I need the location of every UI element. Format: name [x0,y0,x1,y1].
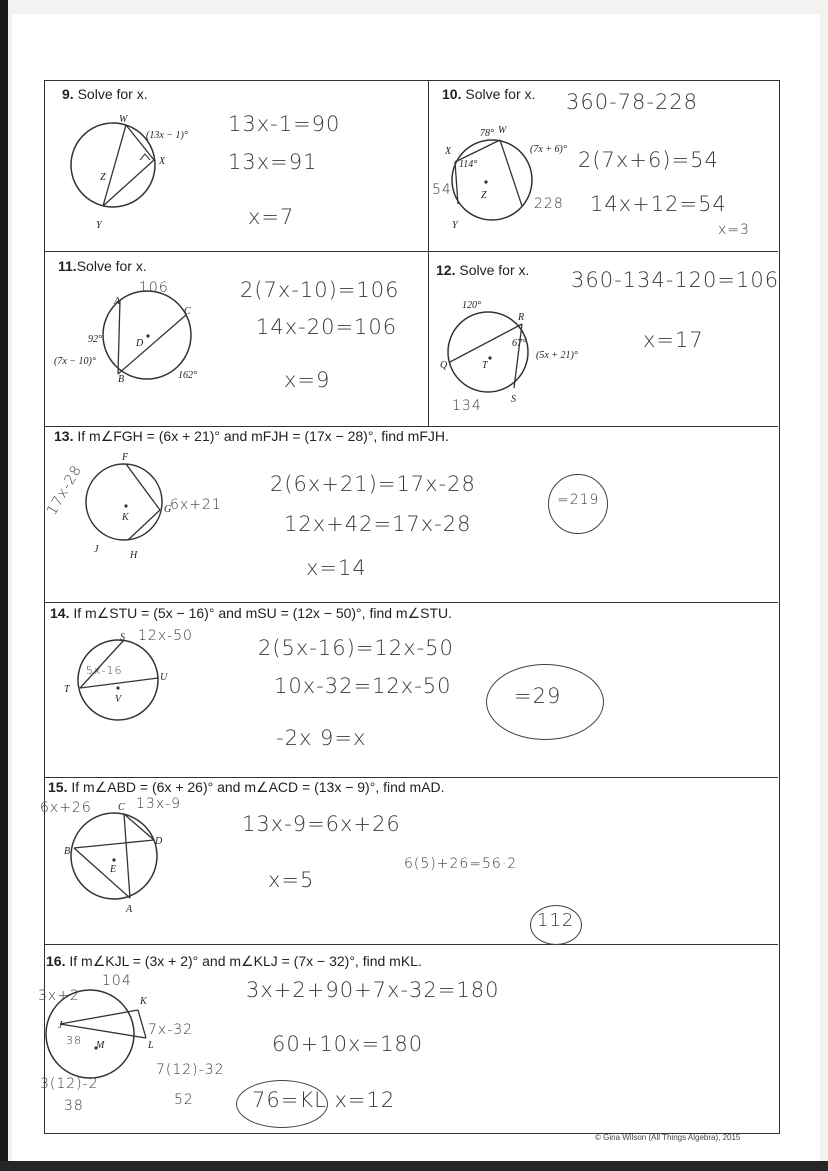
note-52: 52 [174,1092,194,1108]
note-106: 106 [139,280,169,296]
problem-number: 10. [442,86,462,102]
note-angle-expr: 5x-16 [86,664,123,677]
label-z: Z [100,172,106,183]
note-c-expr: 13x-9 [136,796,182,812]
problem-prompt: Solve for x. [459,262,530,278]
problem-number: 14. [50,605,70,621]
problem-prompt: If m∠FGH = (6x + 21)° and mFJH = (17x − 28)°, find mFJH. [77,428,449,444]
answer: 112 [537,910,575,931]
grid-divider-row-1 [44,251,778,252]
work-line-2: x=17 [643,328,704,352]
problem-number: 16. [46,953,66,969]
note-54: 54 [432,182,452,198]
label-f: F [122,452,129,463]
work-line-2: 2(7x+6)=54 [578,148,719,172]
label-b: B [118,374,125,385]
grid-divider-row-3 [44,602,778,603]
label-v: V [115,694,122,705]
circle-diagram [76,638,176,738]
work-line-3: x=9 [284,368,331,392]
work-line-3: 14x+12=54 [590,192,727,216]
problem-number: 9. [62,86,74,102]
work-line-2: 10x-32=12x-50 [274,674,452,698]
label-c: C [184,306,191,317]
work-line-3: -2x 9=x [276,726,367,750]
circle-diagram [446,310,546,410]
work-line-1: 2(7x-10)=106 [240,278,400,302]
grid-divider-row-2 [44,426,778,427]
problem-prompt: Solve for x. [465,86,536,102]
label-w: W [119,114,128,125]
note-134: 134 [452,398,482,414]
note-38: 38 [66,1034,82,1047]
scan-edge-bottom [0,1161,828,1171]
work-line-1: 13x-9=6x+26 [242,812,401,836]
scan-edge-left [0,0,8,1171]
label-d: D [136,338,144,349]
label-d: D [155,836,163,847]
problem-number: 13. [54,428,74,444]
label-e: E [110,864,117,875]
note-3-sub: 3(12)-2 [40,1076,99,1092]
grid-divider-row-5 [44,944,778,945]
label-l: L [148,1040,154,1051]
label-a: A [114,296,121,307]
work-line-2: 14x-20=106 [256,315,398,339]
note-38b: 38 [64,1098,84,1114]
answer: =219 [557,492,600,508]
grid-divider-vertical [428,80,429,426]
label-b: B [64,846,71,857]
work-line-4: x=3 [718,222,750,238]
problem-prompt: If m∠ABD = (6x + 26)° and m∠ACD = (13x − 9)°, find mAD. [71,779,445,795]
problem-number: 11. [58,258,77,274]
label-78: 78° [480,128,494,139]
label-t: T [64,684,70,695]
note-g-expr: 6x+21 [170,497,222,513]
label-k: K [122,512,129,523]
label-angle-expr: (7x − 10)° [54,356,96,367]
copyright-footer: © Gina Wilson (All Things Algebra), 2015 [595,1133,741,1142]
work-line-2: x=5 [268,868,315,892]
note-arc-expr: 12x-50 [138,628,193,644]
label-m: M [96,1040,105,1051]
work-line-2: 60+10x=180 [272,1032,424,1056]
label-y: Y [452,220,458,231]
label-162: 162° [178,370,197,381]
label-w: W [498,125,507,136]
problem-number: 12. [436,262,456,278]
label-s: S [511,394,516,405]
note-j-expr: 3x+2 [38,988,80,1004]
work-line-1: 360-78-228 [566,90,699,114]
work-line-3: x=7 [248,205,295,229]
note-l-sub: 7(12)-32 [156,1062,225,1078]
label-h: H [130,550,138,561]
work-line-1: 3x+2+90+7x-32=180 [246,978,500,1002]
label-y: Y [96,220,102,231]
label-angle-expr: (5x + 21)° [536,350,578,361]
label-k: K [140,996,147,1007]
problem-prompt: Solve for x. [76,258,147,274]
label-t: T [482,360,488,371]
work-line-1: 360-134-120=106 [571,268,780,292]
note-b-expr: 6x+26 [40,800,92,816]
note-228: 228 [534,196,564,212]
problem-prompt: Solve for x. [77,86,148,102]
label-114: 114° [459,159,478,170]
label-c: C [118,802,125,813]
work-line-1: 13x-1=90 [228,112,341,136]
label-s: S [120,632,125,643]
work-line-2: 12x+42=17x-28 [284,512,472,536]
label-92: 92° [88,334,102,345]
circle-diagram [40,990,140,1090]
label-q: Q [440,360,448,371]
answer: =29 [514,684,562,708]
label-u: U [160,672,168,683]
label-x: X [159,156,166,167]
work-line-2: 13x=91 [228,150,318,174]
work-line-1: 2(6x+21)=17x-28 [270,472,476,496]
circle-diagram [70,812,170,912]
work-line-1: 2(5x-16)=12x-50 [258,636,454,660]
note-l-expr: 7x-32 [148,1022,194,1038]
label-angle-expr: (7x + 6)° [530,144,567,155]
label-r: R [518,312,525,323]
work-line-3: 76=KL x=12 [252,1088,396,1112]
label-angle-expr: (13x − 1)° [146,130,188,141]
label-67: 67° [512,338,526,349]
label-j: J [94,544,99,555]
label-a: A [126,904,133,915]
note-104: 104 [102,973,132,989]
label-x: X [445,146,452,157]
label-120: 120° [462,300,481,311]
grid-divider-row-4 [44,777,778,778]
work-line-3: x=14 [306,556,367,580]
problem-prompt: If m∠KJL = (3x + 2)° and m∠KLJ = (7x − 32)°, find mKL. [69,953,422,969]
problem-number: 15. [48,779,68,795]
work-line-3: 6(5)+26=56·2 [404,856,518,872]
label-z: Z [481,190,487,201]
label-g: G [164,504,172,515]
label-j: J [58,1020,63,1031]
note-arc-expr: 17x-28 [44,462,86,518]
problem-prompt: If m∠STU = (5x − 16)° and mSU = (12x − 50)°, find m∠STU. [73,605,453,621]
